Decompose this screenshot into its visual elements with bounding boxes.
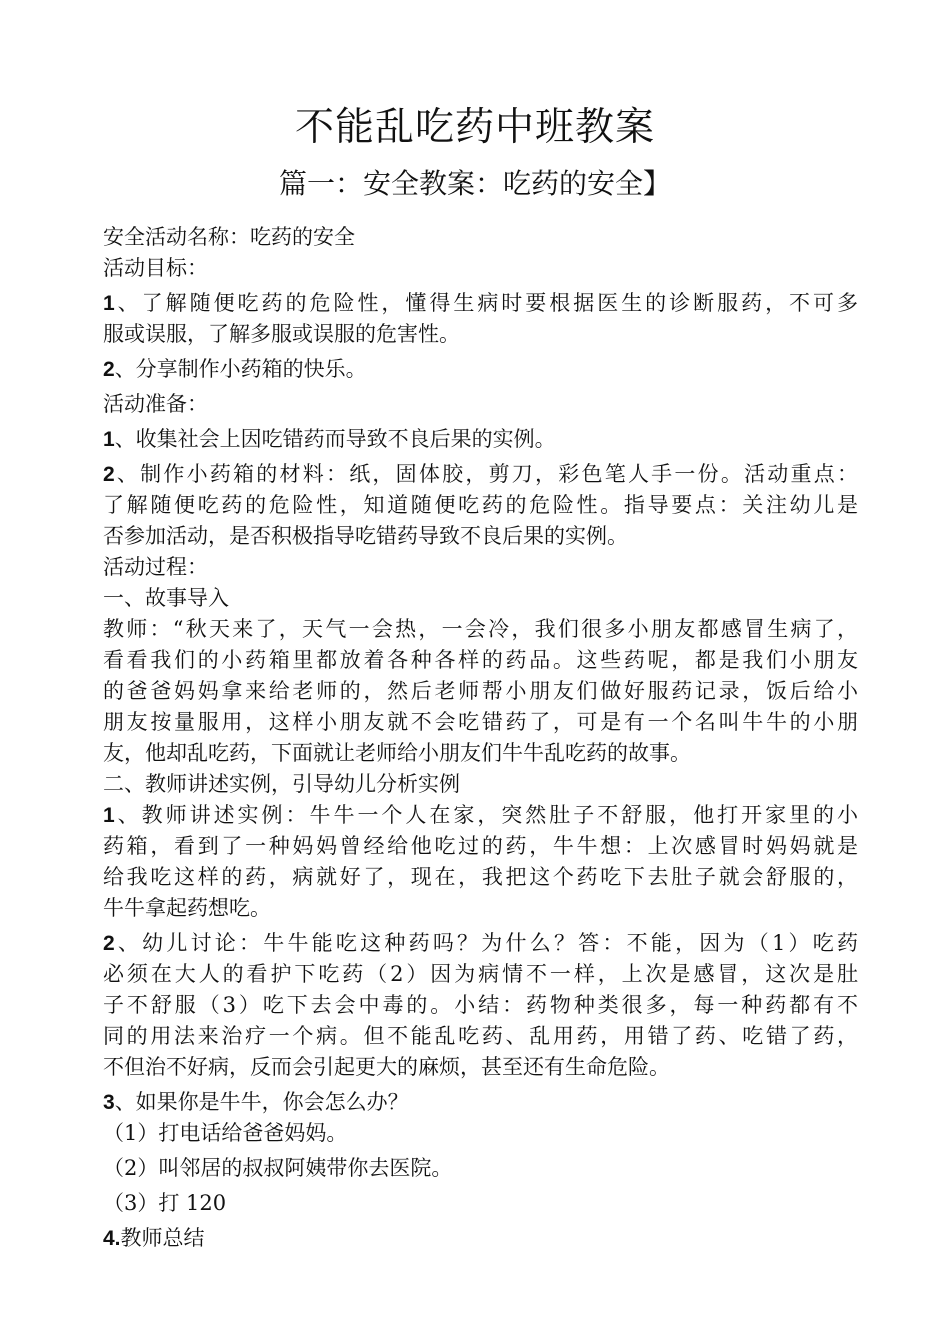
line-text: 了解随便吃药的危险性，知道随便吃药的危险性。指导要点：关注幼儿是 [103, 493, 858, 517]
item-number: 1 [103, 804, 115, 827]
line-text: 安全活动名称：吃药的安全 [103, 225, 355, 249]
text-line [103, 490, 858, 521]
text-line [103, 354, 858, 385]
text-line [103, 1118, 858, 1149]
text-line [103, 738, 858, 769]
line-text: 、教师讲述实例：牛牛一个人在家，突然肚子不舒服，他打开家里的小 [114, 803, 858, 827]
text-line [103, 253, 858, 284]
text-line [103, 1021, 858, 1052]
text-line [103, 990, 858, 1021]
text-line [103, 1087, 858, 1118]
line-text: 药箱，看到了一种妈妈曾经给他吃过的药，牛牛想：上次感冒时妈妈就是 [103, 834, 858, 858]
text-line [103, 1223, 858, 1254]
line-text: 活动准备： [103, 392, 208, 416]
text-line [103, 959, 858, 990]
line-text: 的爸爸妈妈拿来给老师的，然后老师帮小朋友们做好服药记录，饭后给小 [103, 679, 858, 703]
line-text: 看看我们的小药箱里都放着各种各样的药品。这些药呢，都是我们小朋友 [103, 648, 858, 672]
text-line [103, 928, 858, 959]
text-line [103, 389, 858, 420]
line-text: 、如果你是牛牛，你会怎么办？ [114, 1090, 409, 1114]
item-number: 2 [103, 358, 115, 381]
line-text: 否参加活动，是否积极指导吃错药导致不良后果的实例。 [103, 524, 628, 548]
line-text: 服或误服，了解多服或误服的危害性。 [103, 322, 460, 346]
line-text: 、了解随便吃药的危险性，懂得生病时要根据医生的诊断服药，不可多 [114, 291, 858, 315]
line-text: 教师：“秋天来了，天气一会热，一会冷，我们很多小朋友都感冒生病了， [103, 617, 858, 641]
line-text: 同的用法来治疗一个病。但不能乱吃药、乱用药，用错了药、吃错了药， [103, 1024, 858, 1048]
text-line [103, 831, 858, 862]
item-number: 2 [103, 463, 115, 486]
item-number: 4. [103, 1227, 121, 1250]
line-text: 、制作小药箱的材料：纸，固体胶，剪刀，彩色笔人手一份。活动重点： [114, 462, 858, 486]
item-number: 1 [103, 428, 115, 451]
text-line [103, 288, 858, 319]
line-text: （2）叫邻居的叔叔阿姨带你去医院。 [103, 1156, 453, 1180]
text-line [103, 645, 858, 676]
text-line [103, 552, 858, 583]
text-line [103, 800, 858, 831]
text-line [103, 1188, 858, 1219]
text-line [103, 707, 858, 738]
item-number: 3 [103, 1091, 115, 1114]
text-line [103, 583, 858, 614]
text-line [103, 319, 858, 350]
line-text: 必须在大人的看护下吃药（2）因为病情不一样，上次是感冒，这次是肚 [103, 962, 858, 986]
document-body [103, 222, 858, 1254]
text-line [103, 676, 858, 707]
text-line [103, 893, 858, 924]
line-text: 不但治不好病，反而会引起更大的麻烦，甚至还有生命危险。 [103, 1055, 670, 1079]
text-line [103, 222, 858, 253]
text-line [103, 614, 858, 645]
line-text: 教师总结 [120, 1226, 205, 1250]
line-text: 给我吃这样的药，病就好了，现在，我把这个药吃下去肚子就会舒服的， [103, 865, 858, 889]
text-line [103, 769, 858, 800]
document-subtitle: 篇一：安全教案：吃药的安全】 [278, 167, 671, 200]
text-line [103, 459, 858, 490]
line-text: 一、故事导入 [103, 586, 229, 610]
text-line [103, 1052, 858, 1083]
line-text: 、幼儿讨论：牛牛能吃这种药吗？为什么？答：不能，因为（1）吃药 [114, 931, 858, 955]
line-text: （3）打 120 [103, 1191, 227, 1215]
text-line [103, 1153, 858, 1184]
text-line [103, 521, 858, 552]
line-text: 活动过程： [103, 555, 208, 579]
line-text: 、分享制作小药箱的快乐。 [114, 357, 367, 381]
document-title: 不能乱吃药中班教案 [294, 105, 655, 150]
line-text: 友，他却乱吃药，下面就让老师给小朋友们牛牛乱吃药的故事。 [103, 741, 691, 765]
item-number: 2 [103, 932, 115, 955]
item-number: 1 [103, 292, 115, 315]
line-text: （1）打电话给爸爸妈妈。 [103, 1121, 348, 1145]
text-line [103, 424, 858, 455]
line-text: 子不舒服（3）吃下去会中毒的。小结：药物种类很多，每一种药都有不 [103, 993, 858, 1017]
line-text: 二、教师讲述实例，引导幼儿分析实例 [103, 772, 460, 796]
line-text: 朋友按量服用，这样小朋友就不会吃错药了，可是有一个名叫牛牛的小朋 [103, 710, 858, 734]
line-text: 活动目标： [103, 256, 208, 280]
line-text: 、收集社会上因吃错药而导致不良后果的实例。 [114, 427, 556, 451]
text-line [103, 862, 858, 893]
line-text: 牛牛拿起药想吃。 [103, 896, 271, 920]
